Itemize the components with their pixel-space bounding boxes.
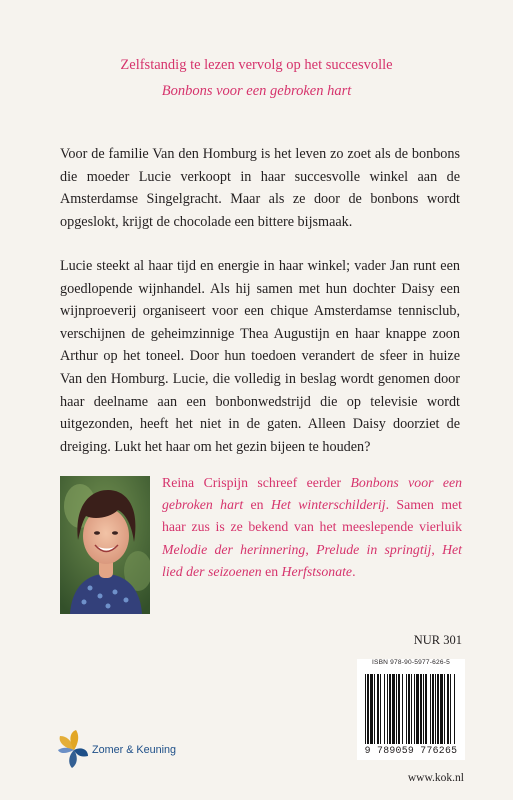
author-photo [60,476,150,614]
bio-title-3: Melodie der herinnering [162,541,306,557]
barcode-panel [357,659,465,760]
bio-text-6: en [261,563,282,579]
barcode-digits: 9 789059 776265 [364,745,458,756]
bio-title-6: Herfstsonate [281,563,353,579]
bio-title-4: Prelude in springtij [316,541,432,557]
publisher-flower-icon [58,728,90,772]
bio-title-1: Bonbons voor een gebroken hart [162,475,463,513]
bio-text-4: , [305,541,317,557]
barcode-icon [363,674,459,744]
bio-text-7: . [352,563,356,579]
blurb-paragraph-1: Voor de familie Van den Homburg is het leven zo zoet als de bonbons die moeder Lucie verkoopt in haar succesvolle winkel aan de Amsterdamse Singelgracht. Maar als ze door de bonbons wordt opgeslokt, krijgt de chocolade een bittere bijsmaak. [60,146,460,230]
tagline-series-title: Bonbons voor een gebroken hart [161,83,352,99]
bio-title-2: Het winterschilderij [270,497,386,513]
bio-text-2: en [243,497,271,513]
author-portrait-image [60,476,150,614]
bio-text-3: . Samen met haar zus is ze bekend van het meeslepende vierluik [162,497,462,535]
bio-title-5: Het lied der seizoenen [162,541,462,579]
author-bio [162,472,462,583]
publisher-website: www.kok.nl [407,772,464,784]
bio-text-1: Reina Crispijn schreef eerder [162,475,351,490]
publisher-name: Zomer & Keuning [92,744,177,756]
nur-code: NUR 301 [413,633,462,647]
tagline-line-1: Zelfstandig te lezen vervolg op het succesvolle [120,57,393,73]
isbn-number: ISBN 978-90-5977-626-5 [371,659,451,666]
publisher-logo [58,728,208,772]
bio-text-5: , [431,541,443,557]
blurb-paragraph-2: Lucie steekt al haar tijd en energie in haar winkel; vader Jan runt een goedlopende wijnhandel. Als hij samen met hun dochter Daisy een wijnproeverij organiseert voor een chique Amsterdamse tennisclub, verschijnen de geheimzinnige Thea Augustijn en haar knappe zoon Arthur op het toneel. Door hun toedoen verandert de sfeer in huize Van den Homburg. Lucie, die volledig in beslag wordt genomen door haar deelname aan een bonbonwedstrijd die op televisie wordt uitgezonden, heeft het niet in de gaten. Alleen Daisy doorziet de dreiging. Lukt het haar om het gezin bijeen te houden? [60,258,460,455]
